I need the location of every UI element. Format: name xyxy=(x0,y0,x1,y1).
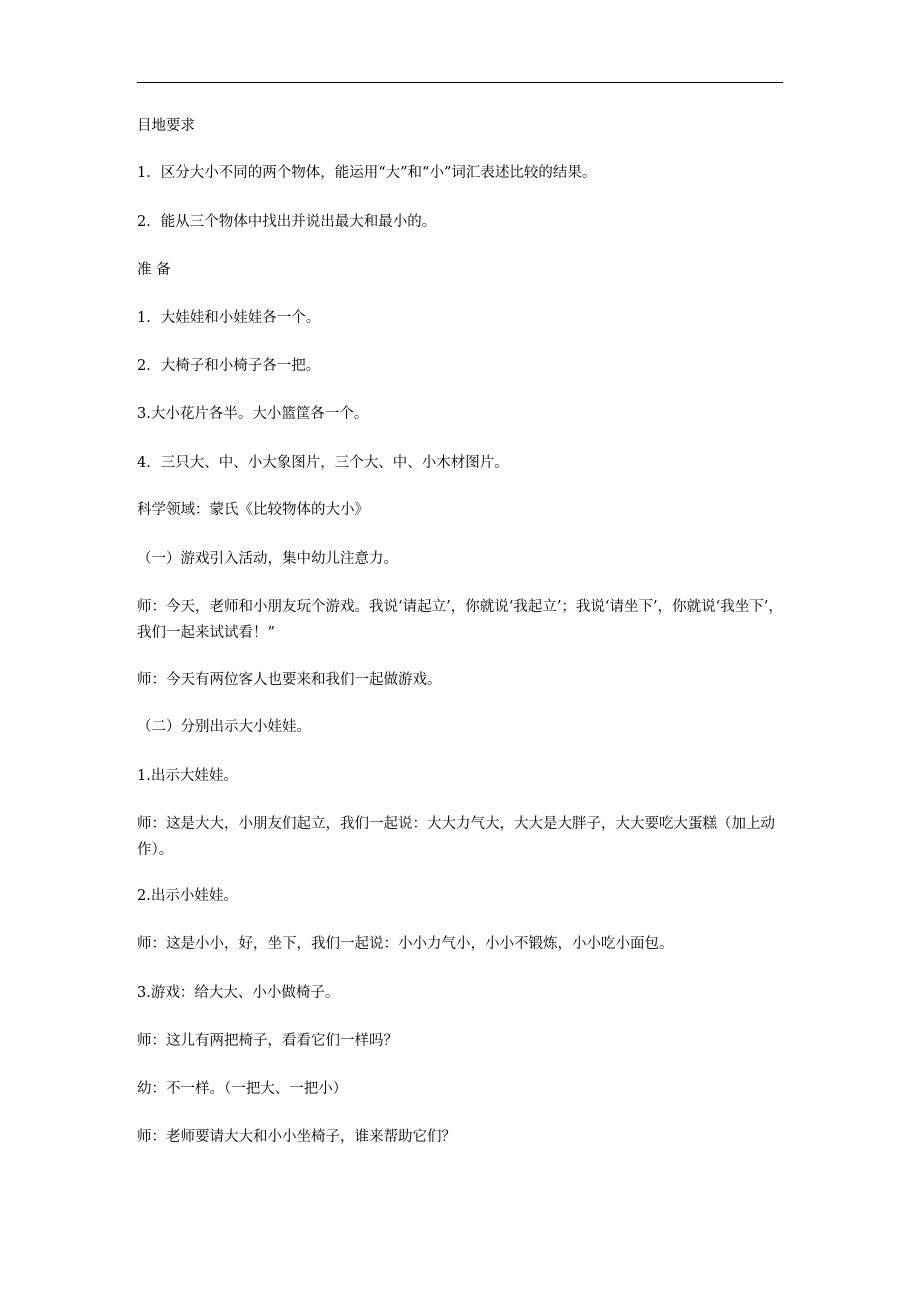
step-heading-2: （二）分别出示大小娃娃。 xyxy=(137,719,311,735)
preparation-item-2: 2．大椅子和小椅子各一把。 xyxy=(137,358,321,374)
teacher-line: 师：这是小小，好，坐下，我们一起说：小小力气小，小小不锻炼，小小吃小面包。 xyxy=(137,936,674,952)
sub-step: 3.游戏：给大大、小小做椅子。 xyxy=(137,985,340,1001)
section-heading-objectives: 目地要求 xyxy=(137,118,195,134)
preparation-item-1: 1．大娃娃和小娃娃各一个。 xyxy=(137,310,321,326)
teacher-line: 师：今天，老师和小朋友玩个游戏。我说‘请起立’，你就说‘我起立’；我说‘请坐下’，你就说‘我坐下’，我们一起来试试看！” xyxy=(137,599,783,641)
teacher-line: 师：这是大大，小朋友们起立，我们一起说：大大力气大，大大是大胖子，大大要吃大蛋糕（加上动作）。 xyxy=(137,816,775,858)
teacher-line: 师：这儿有两把椅子，看看它们一样吗？ xyxy=(137,1033,398,1049)
step-heading-1: （一）游戏引入活动，集中幼儿注意力。 xyxy=(137,551,398,567)
section-heading-preparation: 准 备 xyxy=(137,262,171,278)
preparation-item-3: 3.大小花片各半。大小篮筐各一个。 xyxy=(137,406,369,422)
sub-step: 1.出示大娃娃。 xyxy=(137,768,238,784)
objective-item-1: 1．区分大小不同的两个物体，能运用“大”和“小”词汇表述比较的结果。 xyxy=(137,165,597,181)
header-rule xyxy=(137,82,783,83)
teacher-line: 师：今天有两位客人也要来和我们一起做游戏。 xyxy=(137,672,442,688)
teacher-line: 师：老师要请大大和小小坐椅子，谁来帮助它们？ xyxy=(137,1129,456,1145)
preparation-item-4: 4．三只大、中、小大象图片，三个大、中、小木材图片。 xyxy=(137,455,509,471)
activity-title: 科学领域：蒙氏《比较物体的大小》 xyxy=(137,502,369,518)
objective-item-2: 2．能从三个物体中找出并说出最大和最小的。 xyxy=(137,214,437,230)
sub-step: 2.出示小娃娃。 xyxy=(137,888,238,904)
child-line: 幼：不一样。（一把大、一把小） xyxy=(137,1081,348,1097)
